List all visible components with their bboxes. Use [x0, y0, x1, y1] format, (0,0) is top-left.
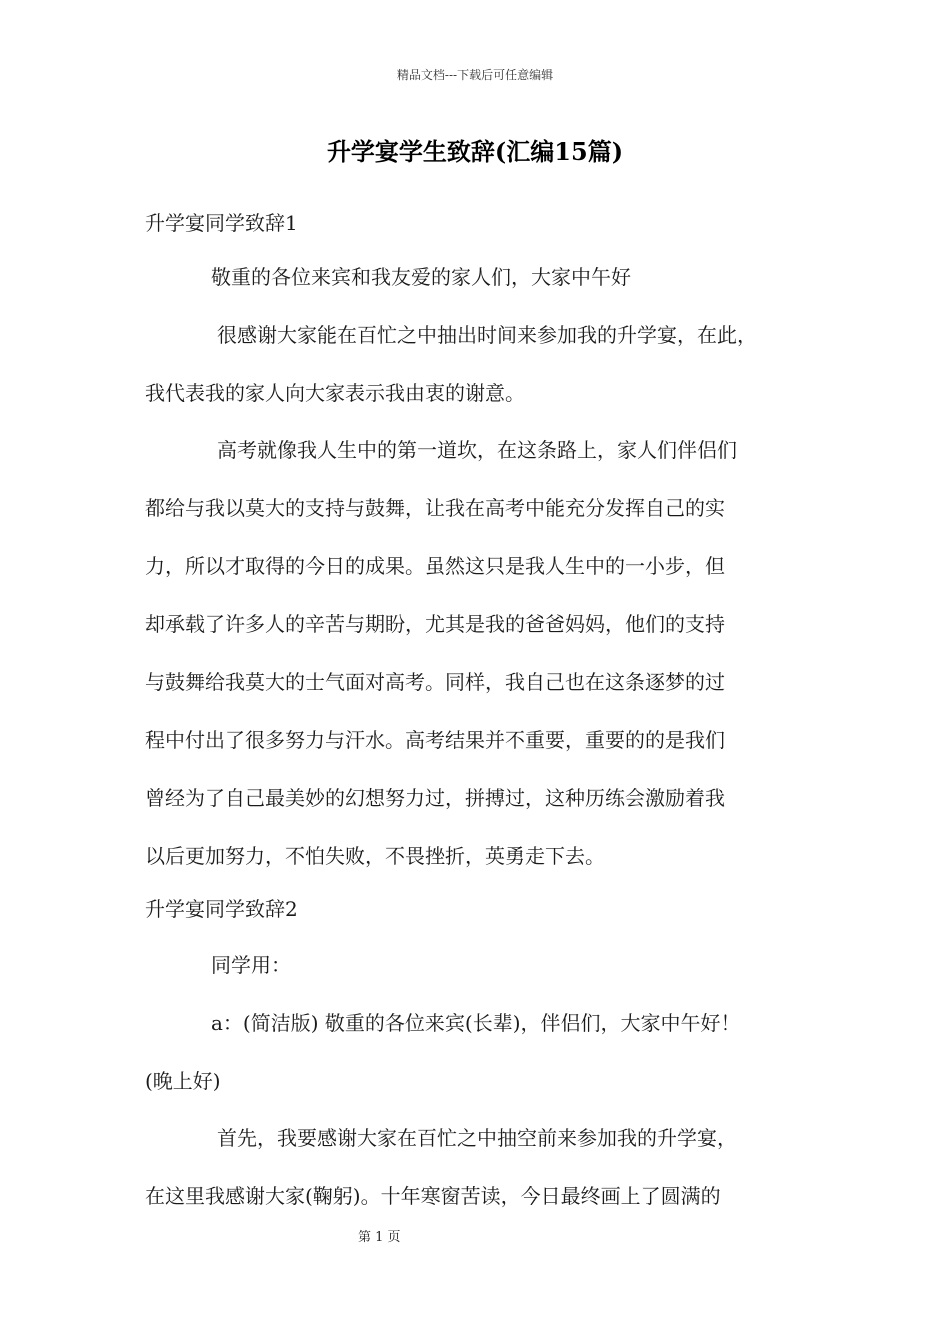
paragraph-line: 敬重的各位来宾和我友爱的家人们，大家中午好 [211, 265, 631, 289]
section-heading: 升学宴同学致辞2 [145, 897, 298, 921]
document-title: 升学宴学生致辞(汇编15篇) [326, 137, 624, 166]
page-header: 精品文档---下载后可任意编辑 [396, 68, 554, 82]
page-number: 第 1 页 [358, 1230, 401, 1245]
paragraph-line: 在这里我感谢大家(鞠躬)。十年寒窗苦读，今日最终画上了圆满的 [145, 1184, 721, 1208]
paragraph-line: (晚上好) [145, 1069, 221, 1093]
paragraph-line: 力，所以才取得的今日的成果。虽然这只是我人生中的一小步，但 [145, 554, 725, 578]
paragraph-line: 与鼓舞给我莫大的士气面对高考。同样，我自己也在这条逐梦的过 [145, 670, 725, 694]
paragraph-line: 同学用： [211, 953, 291, 977]
paragraph [145, 421, 825, 885]
paragraph [145, 1109, 825, 1225]
paragraph-line: 首先，我要感谢大家在百忙之中抽空前来参加我的升学宴， [217, 1126, 737, 1150]
paragraph-line: a：(简洁版) 敬重的各位来宾(长辈)，伴侣们，大家中午好！ [211, 1011, 741, 1035]
section-heading: 升学宴同学致辞1 [145, 211, 298, 235]
paragraph-line: 都给与我以莫大的支持与鼓舞，让我在高考中能充分发挥自己的实 [145, 496, 725, 520]
paragraph-line: 我代表我的家人向大家表示我由衷的谢意。 [145, 381, 525, 405]
paragraph-line: 曾经为了自己最美妙的幻想努力过，拼搏过，这种历练会激励着我 [145, 786, 725, 810]
paragraph-line: 程中付出了很多努力与汗水。高考结果并不重要，重要的的是我们 [145, 728, 725, 752]
paragraph [145, 994, 825, 1110]
paragraph-line: 以后更加努力，不怕失败，不畏挫折，英勇走下去。 [145, 844, 605, 868]
paragraph [145, 306, 825, 422]
paragraph-line: 高考就像我人生中的第一道坎，在这条路上，家人们伴侣们 [217, 438, 737, 462]
paragraph [145, 936, 825, 994]
paragraph-line: 却承载了许多人的辛苦与期盼，尤其是我的爸爸妈妈，他们的支持 [145, 612, 725, 636]
paragraph [145, 248, 825, 306]
paragraph-line: 很感谢大家能在百忙之中抽出时间来参加我的升学宴，在此， [217, 323, 757, 347]
